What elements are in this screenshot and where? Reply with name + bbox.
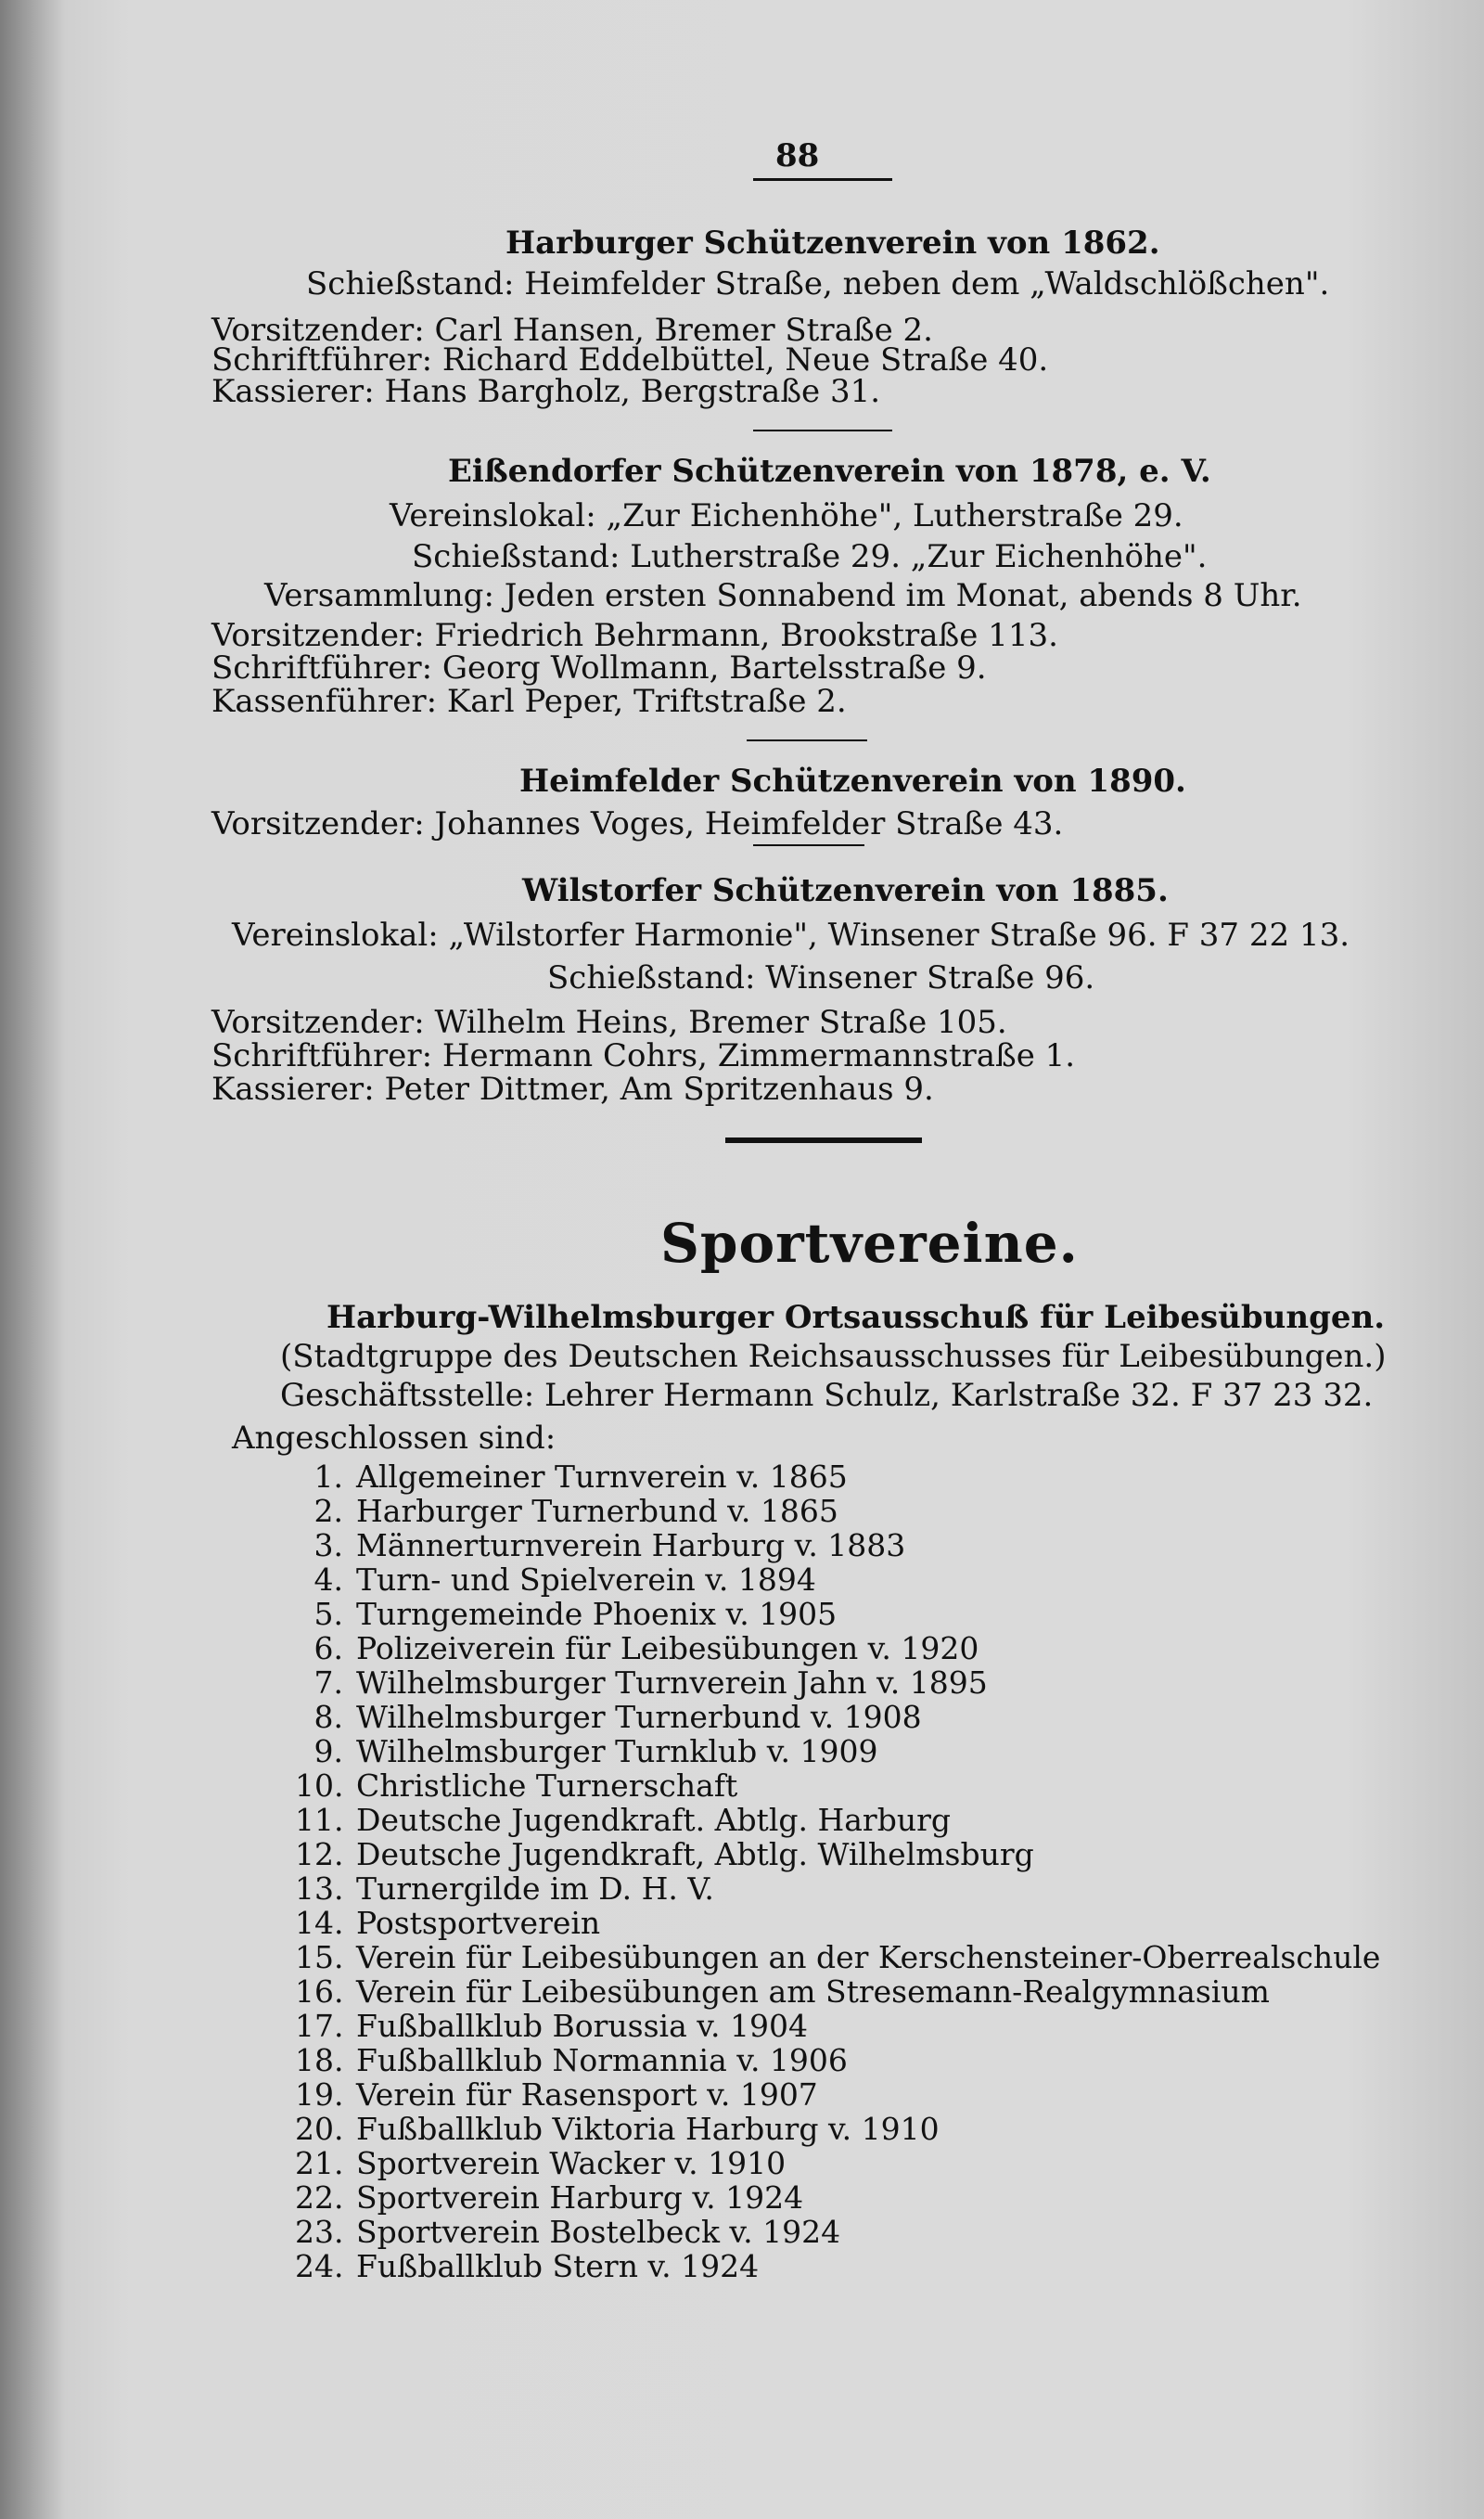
section-title-eissendorfer: Eißendorfer Schützenverein von 1878, e. V. [448, 453, 1211, 490]
section-separator [725, 1137, 922, 1143]
eissendorfer-line-5: Schriftführer: Georg Wollmann, Bartelsstraße 9. [211, 649, 987, 687]
list-item-name: Sportverein Wacker v. 1910 [356, 2145, 787, 2181]
list-item-name: Fußballklub Viktoria Harburg v. 1910 [356, 2111, 940, 2147]
list-item-number: 18. [295, 2042, 344, 2078]
list-item-number: 24. [295, 2248, 344, 2284]
list-item [295, 1802, 951, 1838]
harburger-line-1: Schießstand: Heimfelder Straße, neben dem „Waldschlößchen". [306, 265, 1330, 302]
list-item-number: 23. [295, 2214, 344, 2250]
list-item-number: 10. [295, 1767, 344, 1804]
wilstorfer-line-5: Kassierer: Peter Dittmer, Am Spritzenhaus 9. [211, 1071, 934, 1108]
sport-office: Geschäftsstelle: Lehrer Hermann Schulz, Karlstraße 32. F 37 23 32. [280, 1377, 1374, 1414]
list-item [295, 1870, 714, 1907]
sport-joined-label: Angeschlossen sind: [232, 1420, 556, 1457]
list-item [295, 2042, 848, 2078]
list-item [295, 1562, 816, 1598]
list-item-number: 4. [313, 1562, 343, 1598]
list-item [295, 1459, 848, 1495]
list-item-number: 14. [295, 1905, 344, 1941]
sport-heading: Sportvereine. [660, 1212, 1079, 1275]
list-item-name: Sportverein Bostelbeck v. 1924 [356, 2214, 841, 2250]
list-item [295, 1596, 837, 1632]
list-item-number: 21. [295, 2145, 344, 2181]
section-title-wilstorfer: Wilstorfer Schützenverein von 1885. [522, 872, 1169, 909]
eissendorfer-line-2: Schießstand: Lutherstraße 29. „Zur Eichenhöhe". [412, 538, 1208, 575]
list-item-name: Wilhelmsburger Turnverein Jahn v. 1895 [356, 1664, 988, 1701]
list-item [295, 1905, 600, 1941]
list-item-number: 5. [313, 1596, 343, 1632]
list-item [295, 1939, 1380, 1975]
section-title-heimfelder: Heimfelder Schützenverein von 1890. [519, 763, 1186, 800]
wilstorfer-line-1: Vereinslokal: „Wilstorfer Harmonie", Winsener Straße 96. F 37 22 13. [232, 917, 1350, 954]
sport-title: Harburg-Wilhelmsburger Ortsausschuß für Leibesübungen. [326, 1299, 1386, 1336]
list-item-number: 8. [313, 1699, 343, 1735]
harburger-line-2: Vorsitzender: Carl Hansen, Bremer Straße 2. [211, 312, 933, 349]
list-item-number: 6. [313, 1630, 343, 1666]
list-item-name: Verein für Leibesübungen am Stresemann-Realgymnasium [356, 1973, 1270, 2010]
list-item-number: 9. [313, 1733, 343, 1769]
eissendorfer-line-6: Kassenführer: Karl Peper, Triftstraße 2. [211, 683, 847, 720]
divider [753, 430, 892, 431]
divider [747, 739, 867, 741]
list-item [295, 1527, 905, 1563]
eissendorfer-line-4: Vorsitzender: Friedrich Behrmann, Brookstraße 113. [211, 617, 1058, 654]
list-item-name: Turnergilde im D. H. V. [356, 1870, 714, 1907]
wilstorfer-line-3: Vorsitzender: Wilhelm Heins, Bremer Straße 105. [211, 1004, 1007, 1041]
list-item-name: Harburger Turnerbund v. 1865 [356, 1493, 838, 1529]
list-item [295, 2111, 940, 2147]
sport-subtitle: (Stadtgruppe des Deutschen Reichsausschusses für Leibesübungen.) [280, 1338, 1387, 1375]
list-item [295, 1767, 737, 1804]
list-item-name: Allgemeiner Turnverein v. 1865 [356, 1459, 848, 1495]
list-item [295, 2248, 759, 2284]
list-item-name: Turn- und Spielverein v. 1894 [356, 1562, 816, 1598]
list-item-number: 7. [313, 1664, 343, 1701]
list-item [295, 1973, 1270, 2010]
section-title-harburger: Harburger Schützenverein von 1862. [505, 225, 1160, 262]
list-item [295, 1836, 1034, 1872]
list-item [295, 2145, 786, 2181]
list-item [295, 1664, 988, 1701]
list-item-number: 20. [295, 2111, 344, 2147]
harburger-line-3: Schriftführer: Richard Eddelbüttel, Neue Straße 40. [211, 341, 1049, 379]
list-item-name: Fußballklub Borussia v. 1904 [356, 2008, 808, 2044]
list-item-number: 16. [295, 1973, 344, 2010]
list-item [295, 2076, 818, 2113]
list-item-name: Christliche Turnerschaft [356, 1767, 738, 1804]
list-item [295, 1699, 922, 1735]
list-item-name: Fußballklub Normannia v. 1906 [356, 2042, 848, 2078]
heimfelder-line-1: Vorsitzender: Johannes Voges, Heimfelder Straße 43. [211, 805, 1064, 842]
list-item-name: Sportverein Harburg v. 1924 [356, 2179, 804, 2216]
list-item-name: Polizeiverein für Leibesübungen v. 1920 [356, 1630, 979, 1666]
eissendorfer-line-3: Versammlung: Jeden ersten Sonnabend im Monat, abends 8 Uhr. [264, 577, 1302, 614]
list-item [295, 1493, 838, 1529]
list-item-number: 22. [295, 2179, 344, 2216]
list-item-name: Verein für Leibesübungen an der Kerschensteiner-Oberrealschule [356, 1939, 1381, 1975]
wilstorfer-line-4: Schriftführer: Hermann Cohrs, Zimmermannstraße 1. [211, 1037, 1076, 1074]
member-list [295, 1459, 1436, 2294]
list-item-name: Männerturnverein Harburg v. 1883 [356, 1527, 906, 1563]
list-item-number: 15. [295, 1939, 344, 1975]
divider [753, 844, 864, 846]
list-item-number: 12. [295, 1836, 344, 1872]
list-item-number: 1. [313, 1459, 343, 1495]
list-item-number: 11. [295, 1802, 344, 1838]
list-item [295, 1630, 979, 1666]
list-item-number: 3. [313, 1527, 343, 1563]
wilstorfer-line-2: Schießstand: Winsener Straße 96. [547, 959, 1095, 996]
list-item [295, 2179, 803, 2216]
list-item [295, 2214, 840, 2250]
list-item-number: 2. [313, 1493, 343, 1529]
list-item-name: Wilhelmsburger Turnklub v. 1909 [356, 1733, 878, 1769]
harburger-line-4: Kassierer: Hans Bargholz, Bergstraße 31. [211, 373, 881, 410]
list-item-name: Postsportverein [356, 1905, 601, 1941]
list-item-number: 13. [295, 1870, 344, 1907]
page-number-underline [753, 178, 892, 181]
list-item-name: Verein für Rasensport v. 1907 [356, 2076, 818, 2113]
list-item-name: Deutsche Jugendkraft. Abtlg. Harburg [356, 1802, 951, 1838]
list-item-name: Wilhelmsburger Turnerbund v. 1908 [356, 1699, 922, 1735]
page-number: 88 [775, 137, 820, 174]
list-item [295, 1733, 877, 1769]
eissendorfer-line-1: Vereinslokal: „Zur Eichenhöhe", Lutherstraße 29. [390, 497, 1183, 534]
list-item-number: 19. [295, 2076, 344, 2113]
list-item-name: Turngemeinde Phoenix v. 1905 [356, 1596, 838, 1632]
list-item-number: 17. [295, 2008, 344, 2044]
list-item-name: Fußballklub Stern v. 1924 [356, 2248, 760, 2284]
list-item-name: Deutsche Jugendkraft, Abtlg. Wilhelmsburg [356, 1836, 1034, 1872]
list-item [295, 2008, 808, 2044]
